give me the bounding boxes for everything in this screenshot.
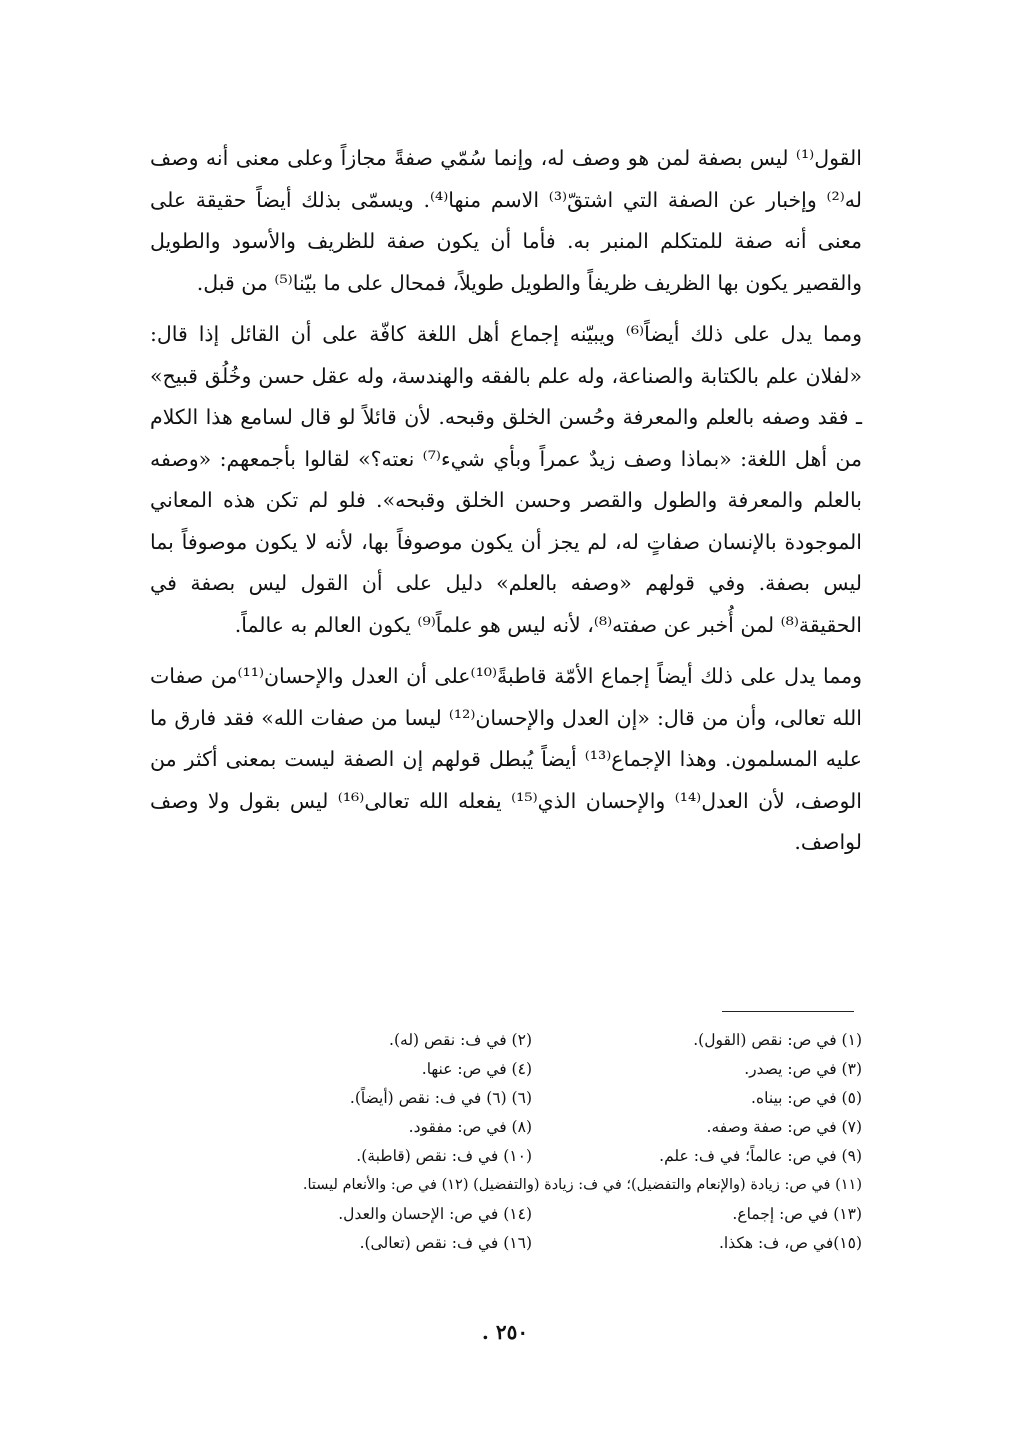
footnote-row (150, 1170, 862, 1200)
footnote-2: (٢) في ف: نقص (له). (389, 1031, 532, 1049)
footnote-row (150, 1228, 862, 1258)
paragraph-2: ومما يدل على ذلك أيضاً⁽⁶⁾ ويبيّنه إجماع أهل اللغة كافّة على أن القائل إذا قال: «لفلان علم بالكتابة والصناعة، وله علم بالفقه والهندسة، وله عقل حسن وخُلُق قبيح» ـ فقد وصفه بالعلم والمعرفة وحُسن الخلق وقبحه. لأن قائلاً لو قال لسامع هذا الكلام من أهل اللغة: «بماذا وصف زيدٌ عمراً وبأي شيء⁽⁷⁾ نعته؟» لقالوا بأجمعهم: «وصفه بالعلم والمعرفة والطول والقصر وحسن الخلق وقبحه». فلو لم تكن هذه المعاني الموجودة بالإنسان صفاتٍ له، لم يجز أن يكون موصوفاً بها، لأنه لا يكون موصوفاً بما ليس بصفة. وفي قولهم «وصفه بالعلم» دليل على أن القول ليس بصفة في الحقيقة⁽⁸⁾ لمن أُخبر عن صفته⁽⁸⁾، لأنه ليس هو علماً⁽⁹⁾ يكون العالم به عالماً. (150, 322, 862, 637)
footnote-row (150, 1083, 862, 1113)
footnote-4: (٤) في ص: عنها. (421, 1060, 532, 1078)
footnote-11-12: (١١) في ص: زيادة (والإنعام والتفضيل)؛ في ف: زيادة (والتفضيل) (١٢) في ص: والأنعام ليستا. (302, 1177, 862, 1193)
footnote-10: (١٠) في ف: نقص (قاطبة). (356, 1147, 532, 1165)
footnote-6: (٦) (٦) في ف: نقص (أيضاً). (349, 1089, 532, 1107)
page-number: ٢٥٠ . (481, 1320, 529, 1344)
main-text (150, 138, 862, 864)
footnote-3: (٣) في ص: يصدر. (744, 1060, 862, 1078)
footnote-13: (١٣) في ص: إجماع. (732, 1205, 862, 1223)
footnote-8: (٨) في ص: مفقود. (408, 1118, 532, 1136)
footnote-row (150, 1025, 862, 1055)
paragraph-1: القول⁽¹⁾ ليس بصفة لمن هو وصف له، وإنما سُمّي صفةً مجازاً وعلى معنى أنه وصف له⁽²⁾ وإخبار عن الصفة التي اشتقّ⁽³⁾ الاسم منها⁽⁴⁾. ويسمّى بذلك أيضاً حقيقة على معنى أنه صفة للمتكلم المنبر به. فأما أن يكون صفة للظريف والأسود والطويل والقصير يكون بها الظريف ظريفاً والطويل طويلاً، فمحال على ما بيّنا⁽⁵⁾ من قبل. (150, 146, 863, 295)
footnote-7: (٧) في ص: صفة وصفه. (706, 1118, 862, 1136)
footnote-16: (١٦) في ف: نقص (تعالى). (359, 1234, 532, 1252)
footnote-row (150, 1112, 862, 1142)
footnote-row (150, 1054, 862, 1084)
footnote-5: (٥) في ص: بيناه. (751, 1089, 862, 1107)
footnote-14: (١٤) في ص: الإحسان والعدل. (338, 1205, 532, 1223)
footnote-9: (٩) في ص: عالماً؛ في ف: علم. (659, 1147, 862, 1165)
footnote-1: (١) في ص: نقص (القول). (693, 1031, 862, 1049)
footnote-row (150, 1199, 862, 1229)
paragraph-3: ومما يدل على ذلك أيضاً إجماع الأمّة قاطبةً⁽¹⁰⁾على أن العدل والإحسان⁽¹¹⁾من صفات الله تعالى، وأن من قال: «إن العدل والإحسان⁽¹²⁾ ليسا من صفات الله» فقد فارق ما عليه المسلمون. وهذا الإجماع⁽¹³⁾ أيضاً يُبطل قولهم إن الصفة ليست بمعنى أكثر من الوصف، لأن العدل⁽¹⁴⁾ والإحسان الذي⁽¹⁵⁾ يفعله الله تعالى⁽¹⁶⁾ ليس بقول ولا وصف لواصف. (150, 664, 863, 854)
footnote-15: (١٥)في ص، ف: هكذا. (718, 1234, 862, 1252)
footnote-row (150, 1141, 862, 1171)
footnote-separator (722, 1011, 854, 1012)
